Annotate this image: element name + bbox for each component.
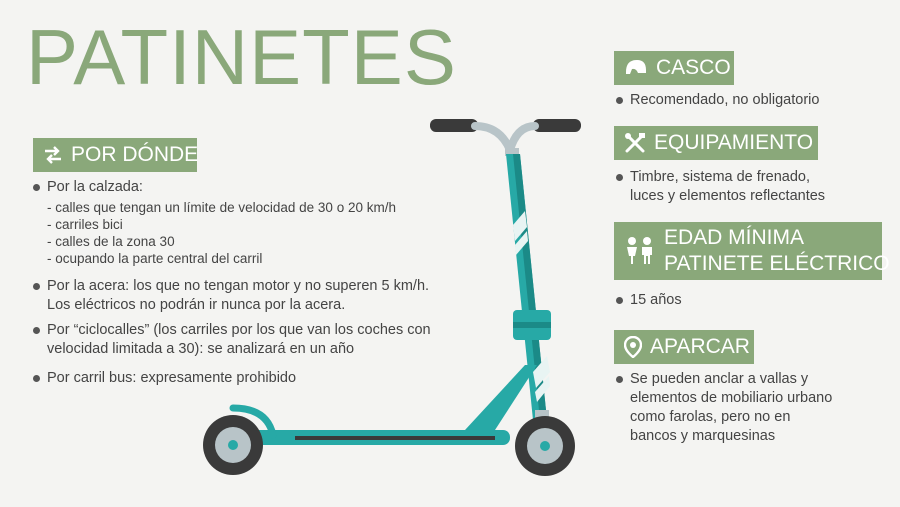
bullet-dot [33,184,40,191]
ciclocalles-line1: Por “ciclocalles” (los carriles por los que van los coches con [47,322,431,338]
calzada-item: - carriles bici [47,217,123,232]
helmet-icon [624,58,648,78]
scooter-illustration [195,110,590,480]
page-title: PATINETES [26,13,457,101]
rear-wheel-axle [228,440,238,450]
equipamiento-header [614,126,818,160]
equipamiento-label: EQUIPAMIENTO [654,131,814,155]
neck-plate [465,365,537,430]
edad-bullet [616,291,682,310]
calzada-bullet [33,178,143,197]
casco-label: CASCO [656,56,731,80]
calzada-item: - calles que tengan un límite de velocidad de 30 o 20 km/h [47,200,396,215]
carril-bus-text: Por carril bus: expresamente prohibido [47,370,297,386]
bullet-dot [33,283,40,290]
folding-collar-band [513,322,551,328]
calzada-item: - calles de la zona 30 [47,234,175,249]
acera-line2: Los eléctricos no podrán ir nunca por la acera. [47,297,346,313]
bullet-dot [616,376,623,383]
casco-text: Recomendado, no obligatorio [630,92,820,108]
deck-grip [295,436,495,440]
edad-label [664,225,890,277]
calzada-text: Por la calzada: [47,179,143,195]
edad-label-line1: EDAD MÍNIMA [664,226,805,249]
aparcar-line1: Se pueden anclar a vallas y [630,371,809,387]
bullet-dot [33,375,40,382]
children-icon [624,236,656,266]
edad-header [614,222,890,280]
equipamiento-line1: Timbre, sistema de frenado, [630,169,810,185]
tools-icon [624,132,646,154]
bullet-dot [616,297,623,304]
aparcar-line4: bancos y marquesinas [630,428,776,444]
equipamiento-bullet [616,168,825,206]
aparcar-label: APARCAR [650,335,750,359]
casco-bullet [616,91,819,110]
casco-header [614,51,734,85]
location-pin-icon [624,336,642,358]
right-grip [533,119,581,132]
aparcar-bullet [616,370,832,446]
calzada-item: - ocupando la parte central del carril [47,251,263,266]
bullet-dot [616,97,623,104]
bullet-dot [616,174,623,181]
edad-text: 15 años [630,292,682,308]
por-donde-label: POR DÓNDE [71,143,199,167]
acera-line1: Por la acera: los que no tengan motor y no superen 5 km/h. [47,278,430,294]
left-grip [430,119,478,132]
aparcar-header [614,330,754,364]
handlebar [475,126,535,150]
aparcar-line2: elementos de mobiliario urbano [630,390,833,406]
ciclocalles-line2: velocidad limitada a 30): se analizará en un año [47,341,355,357]
equipamiento-line2: luces y elementos reflectantes [630,188,826,204]
aparcar-line3: como farolas, pero no en [630,409,791,425]
por-donde-header [33,138,197,172]
edad-label-line2: PATINETE ELÉCTRICO [664,252,890,275]
swap-arrows-icon [43,146,63,164]
front-wheel-axle [540,441,550,451]
bullet-dot [33,327,40,334]
